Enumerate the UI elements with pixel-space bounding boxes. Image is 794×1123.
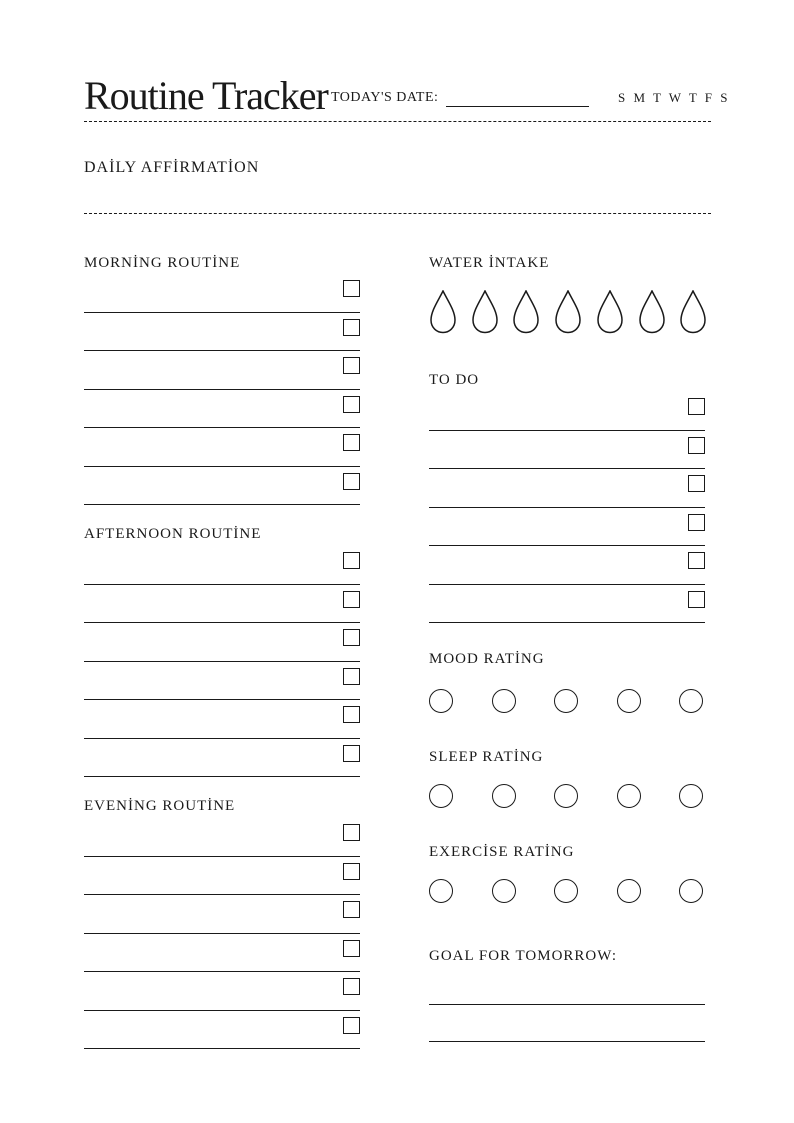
checkbox[interactable]: [688, 475, 705, 492]
checkbox[interactable]: [343, 1017, 360, 1034]
rating-circle[interactable]: [679, 784, 703, 808]
checklist-row[interactable]: [429, 585, 705, 624]
checkbox[interactable]: [343, 668, 360, 685]
checkbox[interactable]: [343, 319, 360, 336]
checkbox[interactable]: [343, 473, 360, 490]
checklist-row[interactable]: [84, 934, 360, 973]
goal-line[interactable]: [429, 1041, 705, 1042]
water-drop-icon[interactable]: [554, 290, 582, 334]
checklist-row[interactable]: [84, 428, 360, 467]
checklist-row[interactable]: [84, 623, 360, 662]
checkbox[interactable]: [688, 552, 705, 569]
morning-routine-list: [84, 274, 360, 505]
affirmation-label: DAİLY AFFİRMATİON: [84, 159, 260, 176]
checkbox[interactable]: [688, 437, 705, 454]
sleep-rating-label: SLEEP RATİNG: [429, 749, 544, 765]
checkbox[interactable]: [688, 398, 705, 415]
checklist-row[interactable]: [84, 313, 360, 352]
affirmation-line[interactable]: [84, 213, 711, 214]
water-intake-label: WATER İNTAKE: [429, 255, 550, 271]
water-drop-icon[interactable]: [638, 290, 666, 334]
morning-routine-label: MORNİNG ROUTİNE: [84, 255, 241, 271]
checkbox[interactable]: [343, 863, 360, 880]
date-field[interactable]: [446, 106, 589, 107]
rating-circle[interactable]: [617, 784, 641, 808]
checklist-row[interactable]: [84, 818, 360, 857]
checkbox[interactable]: [343, 396, 360, 413]
checkbox[interactable]: [343, 978, 360, 995]
exercise-rating-label: EXERCİSE RATİNG: [429, 844, 575, 860]
checkbox[interactable]: [343, 745, 360, 762]
rating-circle[interactable]: [554, 784, 578, 808]
rating-circle[interactable]: [554, 879, 578, 903]
checklist-row[interactable]: [84, 467, 360, 506]
evening-routine-label: EVENİNG ROUTİNE: [84, 798, 236, 814]
water-drop-icon[interactable]: [596, 290, 624, 334]
checklist-row[interactable]: [84, 585, 360, 624]
checkbox[interactable]: [343, 591, 360, 608]
rating-circle[interactable]: [554, 689, 578, 713]
rating-circle[interactable]: [492, 879, 516, 903]
sleep-rating-circles: [429, 784, 709, 810]
checklist-row[interactable]: [84, 739, 360, 778]
checkbox[interactable]: [343, 940, 360, 957]
checklist-row[interactable]: [429, 546, 705, 585]
checkbox[interactable]: [343, 280, 360, 297]
goal-line[interactable]: [429, 1004, 705, 1005]
rating-circle[interactable]: [492, 784, 516, 808]
exercise-rating-circles: [429, 879, 709, 905]
checkbox[interactable]: [343, 824, 360, 841]
rating-circle[interactable]: [679, 879, 703, 903]
checkbox[interactable]: [343, 901, 360, 918]
checklist-row[interactable]: [429, 508, 705, 547]
checklist-row[interactable]: [84, 390, 360, 429]
water-drop-icon[interactable]: [471, 290, 499, 334]
rating-circle[interactable]: [679, 689, 703, 713]
rating-circle[interactable]: [429, 784, 453, 808]
water-drop-icon[interactable]: [679, 290, 707, 334]
checklist-row[interactable]: [84, 662, 360, 701]
water-drop-icon[interactable]: [429, 290, 457, 334]
rating-circle[interactable]: [617, 689, 641, 713]
checkbox[interactable]: [343, 629, 360, 646]
evening-routine-list: [84, 818, 360, 1049]
checklist-row[interactable]: [429, 469, 705, 508]
checkbox[interactable]: [343, 552, 360, 569]
rating-circle[interactable]: [617, 879, 641, 903]
weekday-selector[interactable]: S M T W T F S: [618, 90, 730, 105]
checklist-row[interactable]: [429, 431, 705, 470]
checklist-row[interactable]: [429, 392, 705, 431]
checkbox[interactable]: [343, 706, 360, 723]
checklist-row[interactable]: [84, 895, 360, 934]
checkbox[interactable]: [343, 434, 360, 451]
header-divider: [84, 121, 711, 122]
checkbox[interactable]: [343, 357, 360, 374]
rating-circle[interactable]: [492, 689, 516, 713]
rating-circle[interactable]: [429, 689, 453, 713]
checkbox[interactable]: [688, 591, 705, 608]
water-drop-icon[interactable]: [512, 290, 540, 334]
checklist-row[interactable]: [84, 274, 360, 313]
rating-circle[interactable]: [429, 879, 453, 903]
mood-rating-circles: [429, 689, 709, 715]
water-drops: [429, 290, 709, 334]
afternoon-routine-list: [84, 546, 360, 777]
afternoon-routine-label: AFTERNOON ROUTİNE: [84, 526, 262, 542]
checklist-row[interactable]: [84, 857, 360, 896]
checklist-row[interactable]: [84, 1011, 360, 1050]
page-title: Routine Tracker: [84, 73, 328, 118]
mood-rating-label: MOOD RATİNG: [429, 651, 545, 667]
todo-list: [429, 392, 705, 623]
checkbox[interactable]: [688, 514, 705, 531]
checklist-row[interactable]: [84, 351, 360, 390]
checklist-row[interactable]: [84, 972, 360, 1011]
date-label: TODAY'S DATE:: [331, 90, 439, 105]
checklist-row[interactable]: [84, 700, 360, 739]
checklist-row[interactable]: [84, 546, 360, 585]
todo-label: TO DO: [429, 372, 480, 388]
goal-label: GOAL FOR TOMORROW:: [429, 948, 618, 964]
